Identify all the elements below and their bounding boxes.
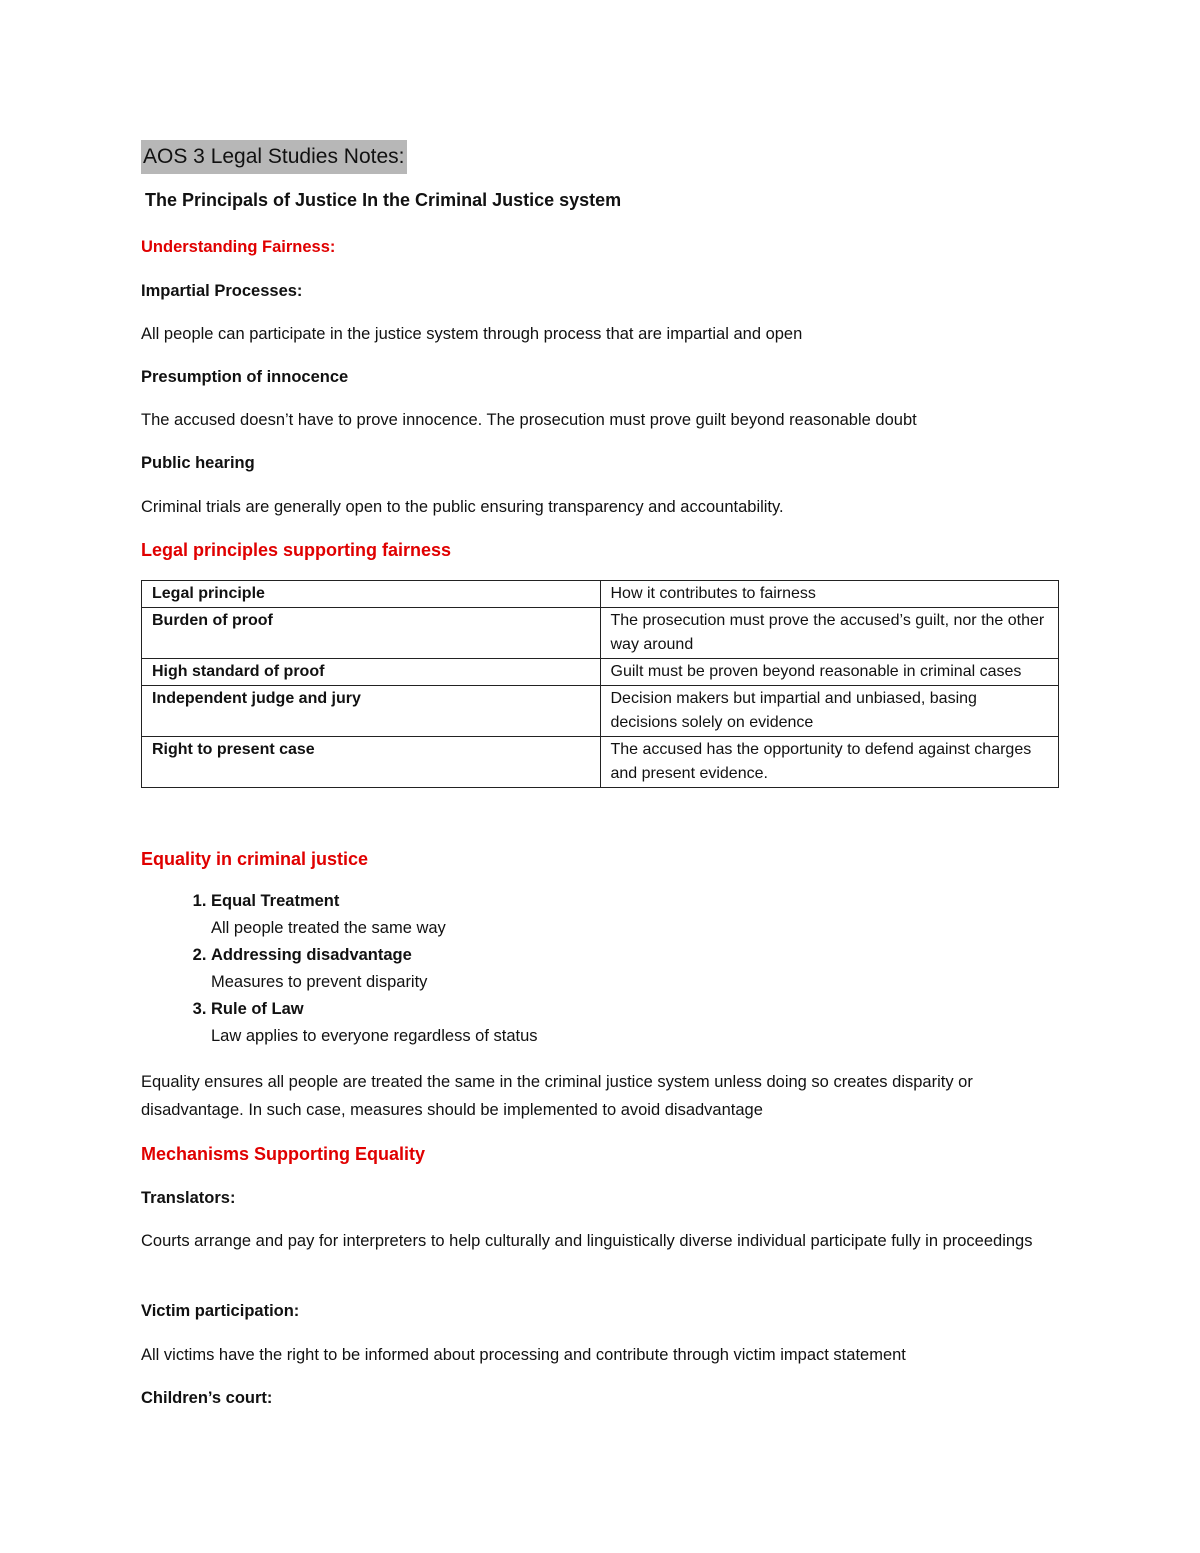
- list-item-desc: Law applies to everyone regardless of status: [211, 1027, 538, 1045]
- fairness-item-text: The accused doesn’t have to prove innocence. The prosecution must prove guilt beyond reasonable doubt: [141, 411, 917, 429]
- list-item-title: Equal Treatment: [211, 892, 340, 910]
- equality-summary: Equality ensures all people are treated the same in the criminal justice system unless doing so creates disparity or disadvantage. In such case, measures should be implemented to avoid disadvantage: [141, 1073, 973, 1119]
- table-cell-contribution: The accused has the opportunity to defend against charges and present evidence.: [600, 737, 1059, 788]
- list-item-title: Addressing disadvantage: [211, 946, 412, 964]
- list-item-desc: Measures to prevent disparity: [211, 973, 428, 991]
- fairness-item-heading: Impartial Processes:: [141, 282, 303, 300]
- fairness-item-text: Criminal trials are generally open to the public ensuring transparency and accountability.: [141, 498, 784, 516]
- table-cell-contribution: Decision makers but impartial and unbiased, basing decisions solely on evidence: [600, 686, 1059, 737]
- mechanism-heading: Victim participation:: [141, 1302, 300, 1320]
- fairness-item-text: All people can participate in the justice system through process that are impartial and open: [141, 325, 803, 343]
- mechanism-heading: Children’s court:: [141, 1389, 273, 1407]
- table-cell-principle: High standard of proof: [142, 659, 601, 686]
- fairness-item-heading: Public hearing: [141, 454, 255, 472]
- equality-list: [171, 888, 911, 1050]
- table-cell-principle: Right to present case: [142, 737, 601, 788]
- mechanism-heading: Translators:: [141, 1189, 236, 1207]
- list-item: [211, 996, 911, 1050]
- table-cell-principle: Independent judge and jury: [142, 686, 601, 737]
- table-row: [142, 686, 1059, 737]
- section-heading-fairness: Understanding Fairness:: [141, 238, 336, 256]
- list-item-desc: All people treated the same way: [211, 919, 446, 937]
- section-heading-principles: Legal principles supporting fairness: [141, 540, 452, 560]
- section-heading-equality: Equality in criminal justice: [141, 849, 369, 869]
- table-header-row: [142, 581, 1059, 608]
- table-cell-principle: Burden of proof: [142, 608, 601, 659]
- table-header-cell: How it contributes to fairness: [600, 581, 1059, 608]
- table-row: [142, 608, 1059, 659]
- table-header-cell: Legal principle: [142, 581, 601, 608]
- list-item-title: Rule of Law: [211, 1000, 304, 1018]
- list-item: [211, 942, 911, 996]
- table-cell-contribution: The prosecution must prove the accused’s guilt, nor the other way around: [600, 608, 1059, 659]
- fairness-item-heading: Presumption of innocence: [141, 368, 349, 386]
- table-row: [142, 659, 1059, 686]
- principles-table: [141, 580, 1059, 788]
- table-cell-contribution: Guilt must be proven beyond reasonable in criminal cases: [600, 659, 1059, 686]
- mechanism-text: All victims have the right to be informed about processing and contribute through victim impact statement: [141, 1346, 906, 1364]
- table-row: [142, 737, 1059, 788]
- document-title: AOS 3 Legal Studies Notes:: [141, 140, 407, 174]
- document-subtitle: The Principals of Justice In the Criminal Justice system: [145, 190, 622, 210]
- section-heading-mechanisms: Mechanisms Supporting Equality: [141, 1144, 426, 1164]
- mechanism-text: Courts arrange and pay for interpreters to help culturally and linguistically diverse individual participate fully in proceedings: [141, 1232, 1033, 1250]
- list-item: [211, 888, 911, 942]
